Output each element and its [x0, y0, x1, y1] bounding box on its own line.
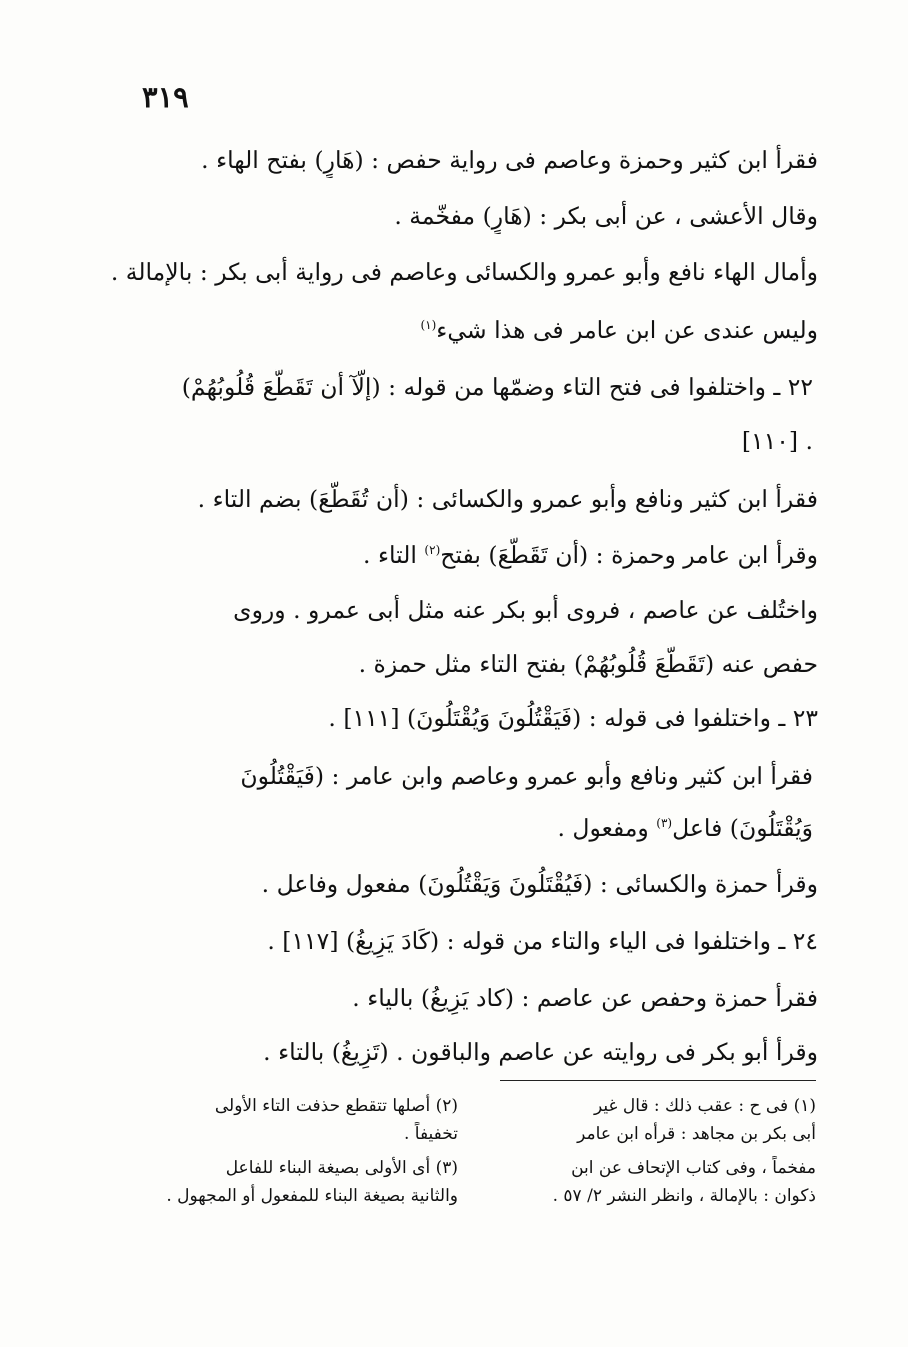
text-line-8 [363, 537, 818, 573]
footnote-ref-3: (٣) [656, 816, 673, 831]
text-line-6: . [١١٠] [741, 427, 813, 455]
text-line-12: فقرأ ابن كثير ونافع وأبو عمرو وعاصم وابن عامر : (فَيَقْتُلُونَ [240, 762, 813, 790]
text-line-7: فقرأ ابن كثير ونافع وأبو عمرو والكسائى : (أن تُقَطَّعَ) بضم التاء . [197, 485, 818, 513]
footnote-3-line-1: (٣) أى الأولى بصيغة البناء للفاعل [225, 1158, 458, 1178]
footnote-2-line-1: (٢) أصلها تتقطع حذفت التاء الأولى [214, 1096, 458, 1116]
text-line-10: حفص عنه (تَقَطَّعَ قُلُوبُهُمْ) بفتح التاء مثل حمزة . [358, 650, 818, 678]
text-line-17: وقرأ أبو بكر فى روايته عن عاصم والباقون . (تَزِيغُ) بالتاء . [263, 1038, 818, 1066]
text-line-11: ٢٣ ـ واختلفوا فى قوله : (فَيَقْتُلُونَ وَيُقْتَلُونَ) [١١١] . [328, 704, 818, 732]
text-line-13-body: وَيُقْتَلُونَ) فاعل [672, 814, 813, 842]
footnote-divider [500, 1080, 816, 1081]
footnote-3-line-2: والثانية بصيغة البناء للمفعول أو المجهول . [166, 1186, 458, 1206]
text-line-9: واختُلف عن عاصم ، فروى أبو بكر عنه مثل أبى عمرو . وروى [233, 596, 818, 624]
text-line-8-body: وقرأ ابن عامر وحمزة : (أن تَقَطَّعَ) بفتح [440, 541, 818, 569]
text-line-3: وأمال الهاء نافع وأبو عمرو والكسائى وعاصم فى رواية أبى بكر : بالإمالة . [110, 258, 818, 286]
text-line-2: وقال الأعشى ، عن أبى بكر : (هَارٍ) مفخّمة . [394, 202, 818, 230]
text-line-14: وقرأ حمزة والكسائى : (فَيُقْتَلُونَ وَيَقْتُلُونَ) مفعول وفاعل . [261, 870, 818, 898]
text-line-8-tail: التاء . [363, 541, 425, 569]
text-line-13 [557, 810, 813, 846]
text-line-15: ٢٤ ـ واختلفوا فى الياء والتاء من قوله : (كَادَ يَزِيغُ) [١١٧] . [267, 927, 818, 955]
text-line-1: فقرأ ابن كثير وحمزة وعاصم فى رواية حفص : (هَارٍ) بفتح الهاء . [201, 146, 818, 174]
text-line-4-body: وليس عندى عن ابن عامر فى هذا شيء [436, 316, 818, 344]
text-line-4 [420, 312, 818, 348]
footnote-ref-2: (٢) [424, 543, 441, 558]
page-number: ٣١٩ [142, 80, 189, 114]
footnote-1-line-4: ذكوان : بالإمالة ، وانظر النشر ٢/ ٥٧ . [552, 1186, 816, 1206]
text-line-16: فقرأ حمزة وحفص عن عاصم : (كاد يَزِيغُ) بالياء . [352, 984, 818, 1012]
footnote-1-line-3: مفخماً ، وفى كتاب الإتحاف عن ابن [571, 1158, 816, 1178]
text-line-13-tail: ومفعول . [557, 814, 657, 842]
footnote-ref-1: (١) [420, 318, 437, 333]
text-line-5: ٢٢ ـ واختلفوا فى فتح التاء وضمّها من قوله : (إلّآ أن تَقَطَّعَ قُلُوبُهُمْ) [181, 373, 813, 401]
footnote-1-line-1: (١) فى ح : عقب ذلك : قال غير [594, 1096, 816, 1116]
footnote-1-line-2: أبى بكر بن مجاهد : قرأه ابن عامر [577, 1124, 816, 1144]
footnote-2-line-2: تخفيفاً . [403, 1124, 458, 1144]
